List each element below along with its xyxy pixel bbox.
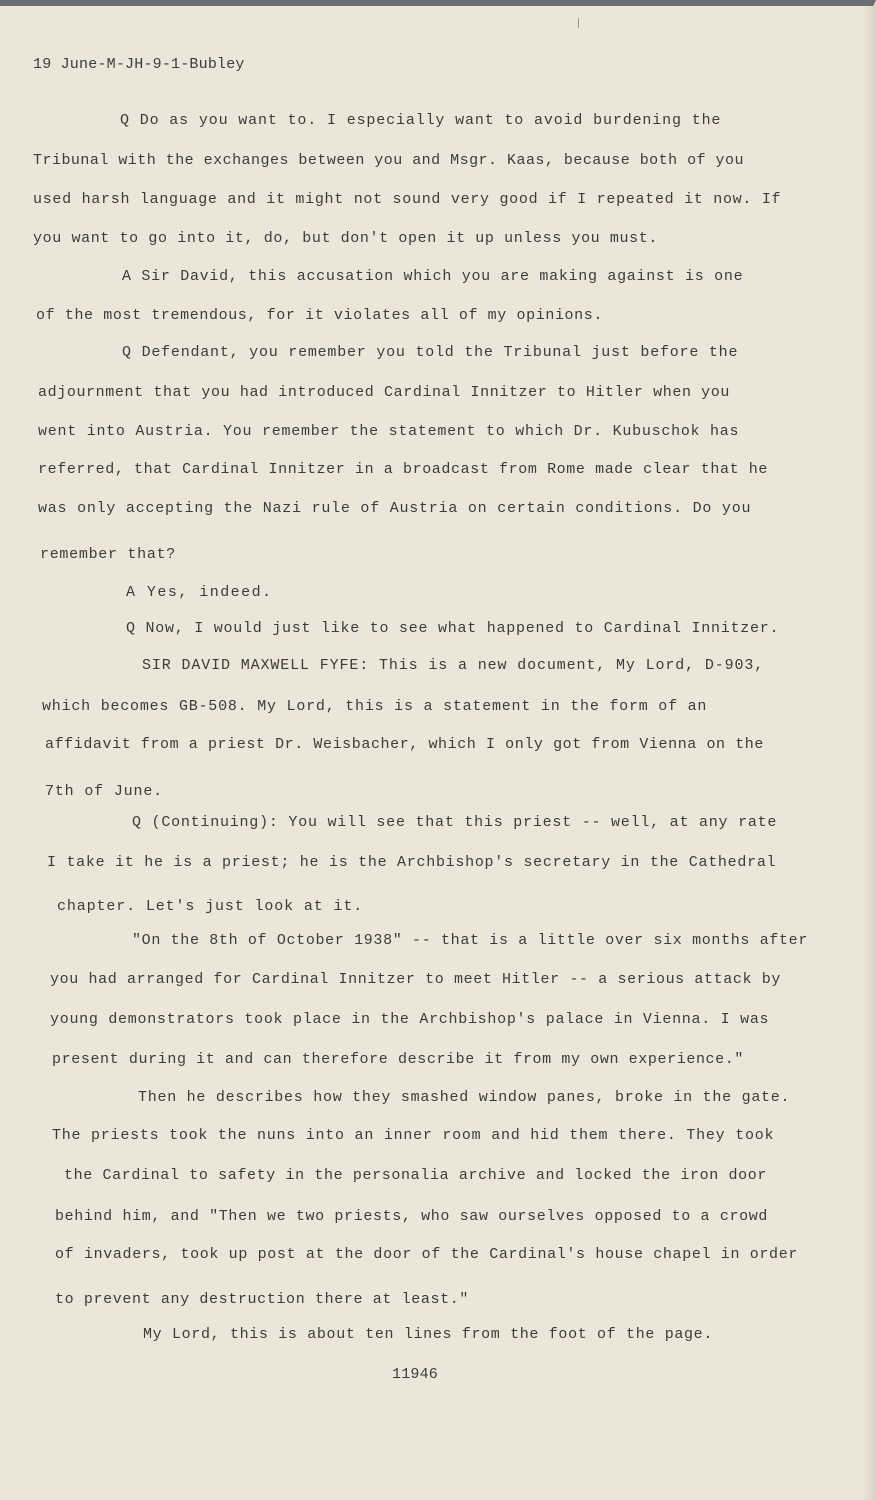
text-line: adjournment that you had introduced Cardinal Innitzer to Hitler when you — [38, 384, 730, 401]
text-line: young demonstrators took place in the Archbishop's palace in Vienna. I was — [50, 1011, 770, 1028]
text-line: you want to go into it, do, but don't open it up unless you must. — [33, 230, 658, 247]
text-line: you had arranged for Cardinal Innitzer to meet Hitler -- a serious attack by — [50, 971, 781, 988]
text-line: Q Defendant, you remember you told the Tribunal just before the — [122, 344, 739, 361]
text-line: to prevent any destruction there at least." — [55, 1291, 469, 1308]
text-line: was only accepting the Nazi rule of Austria on certain conditions. Do you — [38, 500, 752, 517]
text-line: Tribunal with the exchanges between you and Msgr. Kaas, because both of you — [33, 152, 744, 169]
text-line: Q (Continuing): You will see that this priest -- well, at any rate — [132, 814, 778, 831]
page-number: 11946 — [392, 1366, 439, 1383]
text-line: SIR DAVID MAXWELL FYFE: This is a new document, My Lord, D-903, — [142, 657, 765, 674]
text-line: of invaders, took up post at the door of the Cardinal's house chapel in order — [55, 1246, 798, 1263]
text-line: "On the 8th of October 1938" -- that is a little over six months after — [132, 932, 808, 949]
text-line: The priests took the nuns into an inner room and hid them there. They took — [52, 1127, 775, 1144]
text-line: present during it and can therefore describe it from my own experience." — [52, 1051, 744, 1068]
text-line: My Lord, this is about ten lines from the foot of the page. — [143, 1326, 713, 1343]
text-line: behind him, and "Then we two priests, who saw ourselves opposed to a crowd — [55, 1208, 768, 1225]
page-header: 19 June-M-JH-9-1-Bubley — [33, 56, 245, 73]
text-line: chapter. Let's just look at it. — [57, 898, 364, 915]
margin-mark — [578, 18, 579, 28]
text-line: A Sir David, this accusation which you are making against is one — [122, 268, 744, 285]
text-line: remember that? — [40, 546, 176, 563]
text-line: which becomes GB-508. My Lord, this is a statement in the form of an — [42, 698, 708, 715]
text-line: I take it he is a priest; he is the Archbishop's secretary in the Cathedral — [47, 854, 777, 871]
text-line: Q Now, I would just like to see what happened to Cardinal Innitzer. — [126, 620, 780, 637]
text-line: went into Austria. You remember the statement to which Dr. Kubuschok has — [38, 423, 740, 440]
text-line: of the most tremendous, for it violates all of my opinions. — [36, 307, 603, 324]
text-line: Then he describes how they smashed window panes, broke in the gate. — [138, 1089, 791, 1106]
text-line: Q Do as you want to. I especially want to avoid burdening the — [120, 112, 722, 129]
text-line: A Yes, indeed. — [126, 584, 273, 601]
page-edge-shadow — [863, 6, 873, 1500]
text-line: the Cardinal to safety in the personalia archive and locked the iron door — [64, 1167, 767, 1184]
text-line: used harsh language and it might not sound very good if I repeated it now. If — [33, 191, 782, 208]
text-line: 7th of June. — [45, 783, 163, 800]
text-line: affidavit from a priest Dr. Weisbacher, which I only got from Vienna on the — [45, 736, 764, 753]
text-line: referred, that Cardinal Innitzer in a broadcast from Rome made clear that he — [38, 461, 768, 478]
